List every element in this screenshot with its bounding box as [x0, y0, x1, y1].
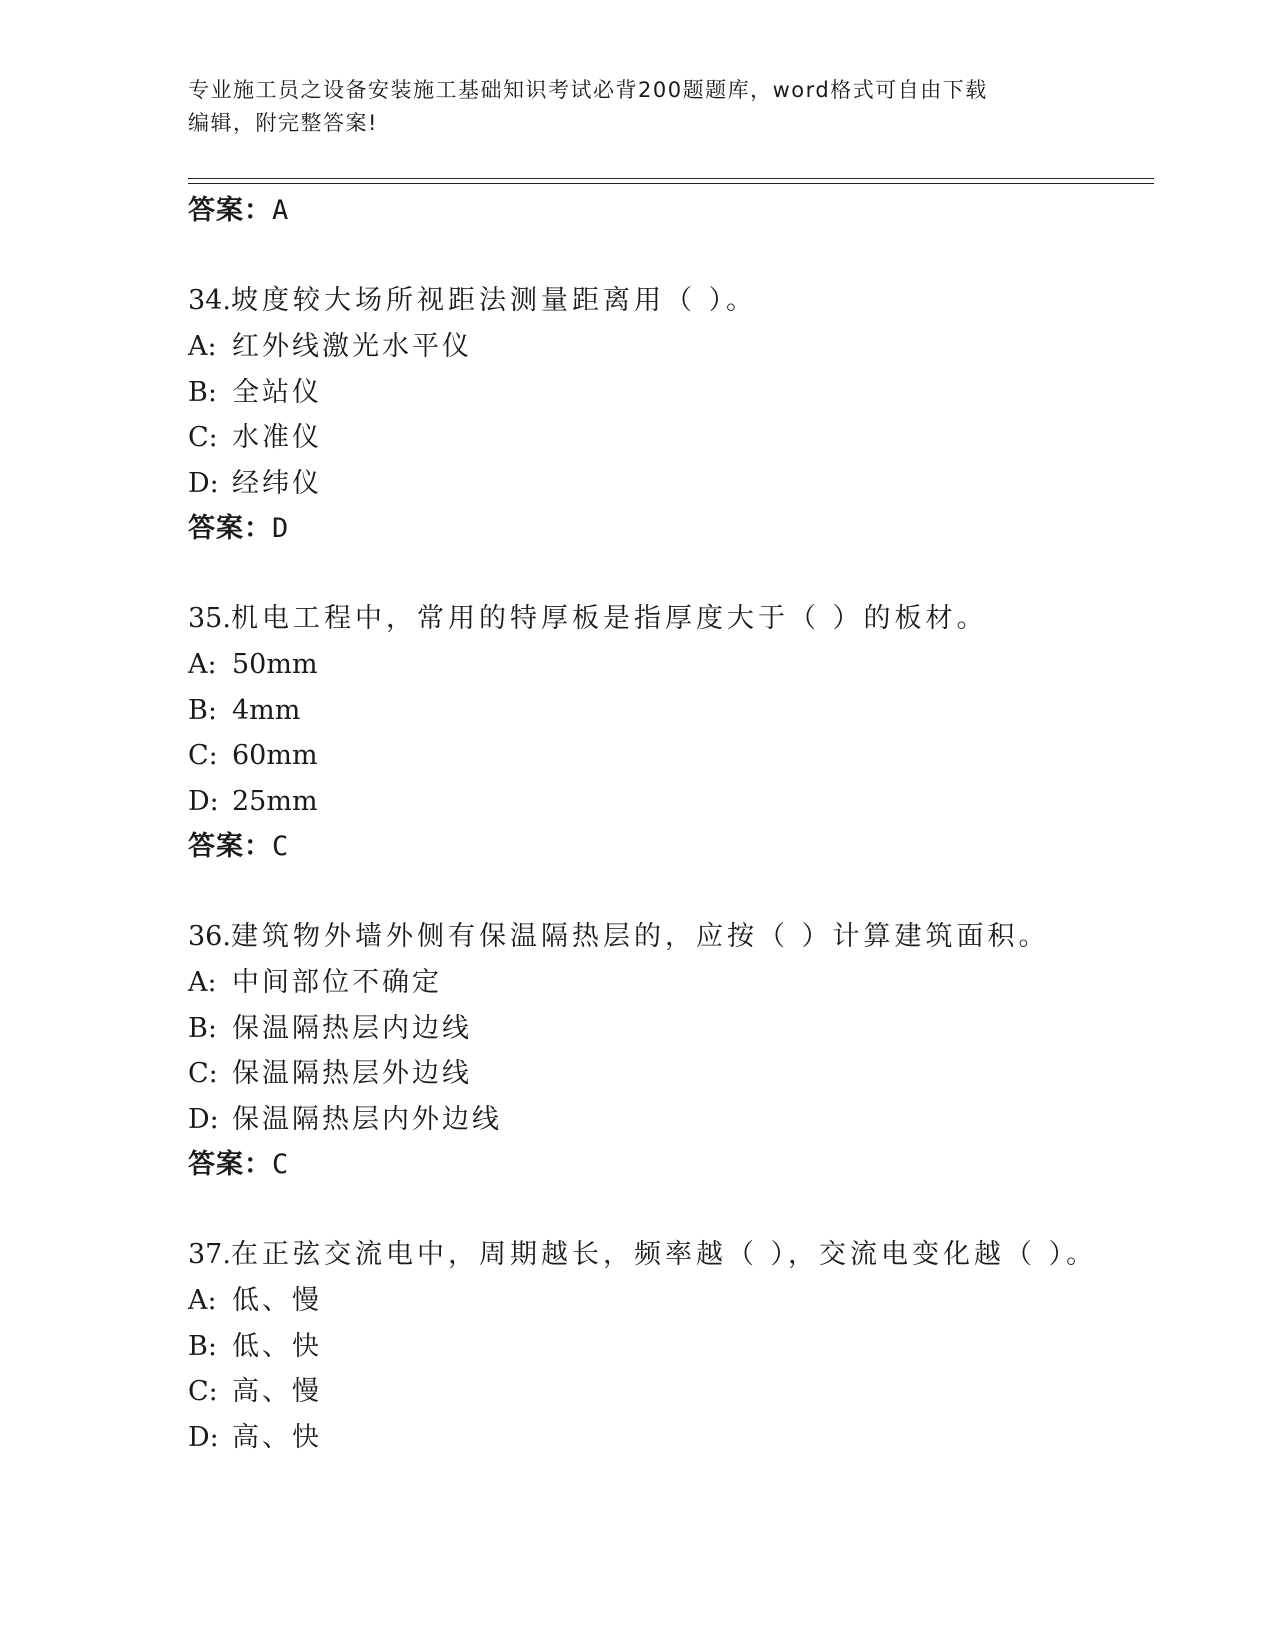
question-34 [188, 278, 1154, 552]
document-header [188, 74, 1088, 140]
option-d [188, 461, 1154, 507]
option-key: A: [188, 649, 217, 680]
option-text: 60mm [232, 740, 318, 771]
answer-label: 答案： [188, 831, 272, 862]
option-a [188, 324, 1154, 370]
option-key: C: [188, 422, 218, 453]
question-number: 36. [188, 921, 231, 952]
option-key: B: [188, 1012, 217, 1044]
question-stem [188, 914, 1154, 960]
option-text: 高、快 [232, 1421, 322, 1453]
option-b [188, 1324, 1154, 1370]
answer-label: 答案： [188, 513, 272, 544]
question-answer [188, 506, 1154, 552]
option-key: B: [188, 694, 217, 726]
option-key: C: [188, 1376, 218, 1407]
question-number: 35. [188, 603, 231, 634]
option-key: A: [188, 1285, 217, 1316]
option-key: C: [188, 1058, 218, 1089]
option-text: 低、快 [232, 1330, 322, 1362]
option-c [188, 1369, 1154, 1415]
option-key: D: [188, 785, 219, 817]
option-text: 红外线激光水平仪 [232, 331, 472, 362]
option-a [188, 642, 1154, 688]
option-c [188, 733, 1154, 779]
answer-value: A [272, 195, 290, 226]
question-text: 在正弦交流电中，周期越长，频率越（ ），交流电变化越（ ）。 [230, 1239, 1098, 1270]
option-b [188, 688, 1154, 734]
option-d [188, 779, 1154, 825]
option-key: C: [188, 740, 218, 771]
header-line-1: 专业施工员之设备安装施工基础知识考试必背200题题库，word格式可自由下载 [188, 78, 988, 102]
option-key: B: [188, 376, 217, 408]
answer-label: 答案： [188, 1149, 272, 1180]
answer-label: 答案： [188, 195, 272, 226]
option-text: 50mm [232, 649, 318, 680]
question-text: 建筑物外墙外侧有保温隔热层的，应按（ ）计算建筑面积。 [230, 921, 1050, 952]
option-c [188, 415, 1154, 461]
question-answer [188, 824, 1154, 870]
option-text: 低、慢 [232, 1285, 322, 1316]
option-key: A: [188, 331, 217, 362]
option-text: 4mm [232, 694, 301, 726]
top-answer [188, 188, 1154, 234]
option-text: 中间部位不确定 [232, 967, 442, 998]
question-list [188, 188, 1154, 1460]
answer-value: D [272, 513, 290, 544]
option-c [188, 1051, 1154, 1097]
header-rule-top [188, 178, 1154, 179]
question-answer [188, 1142, 1154, 1188]
option-text: 保温隔热层内边线 [232, 1012, 472, 1044]
question-text: 机电工程中，常用的特厚板是指厚度大于（ ）的板材。 [230, 603, 988, 634]
header-line-2: 编辑，附完整答案! [188, 111, 378, 135]
option-key: B: [188, 1330, 217, 1362]
option-text: 经纬仪 [232, 467, 322, 499]
option-text: 保温隔热层内外边线 [232, 1103, 502, 1135]
option-text: 全站仪 [232, 376, 322, 408]
question-stem [188, 278, 1154, 324]
option-a [188, 960, 1154, 1006]
option-key: D: [188, 1421, 219, 1453]
question-number: 34. [188, 285, 231, 316]
question-stem [188, 596, 1154, 642]
option-d [188, 1097, 1154, 1143]
option-key: D: [188, 1103, 219, 1135]
option-key: A: [188, 967, 217, 998]
option-b [188, 1006, 1154, 1052]
option-b [188, 370, 1154, 416]
option-key: D: [188, 467, 219, 499]
option-text: 水准仪 [232, 422, 322, 453]
header-rule-bottom [188, 183, 1154, 184]
option-text: 25mm [232, 785, 318, 817]
question-37 [188, 1232, 1154, 1460]
option-text: 保温隔热层外边线 [232, 1058, 472, 1089]
answer-value: C [272, 831, 290, 862]
option-text: 高、慢 [232, 1376, 322, 1407]
question-number: 37. [188, 1239, 231, 1270]
answer-value: C [272, 1149, 290, 1180]
question-text: 坡度较大场所视距法测量距离用（ ）。 [230, 285, 758, 316]
question-stem [188, 1232, 1154, 1278]
question-35 [188, 596, 1154, 870]
question-36 [188, 914, 1154, 1188]
option-a [188, 1278, 1154, 1324]
option-d [188, 1415, 1154, 1461]
